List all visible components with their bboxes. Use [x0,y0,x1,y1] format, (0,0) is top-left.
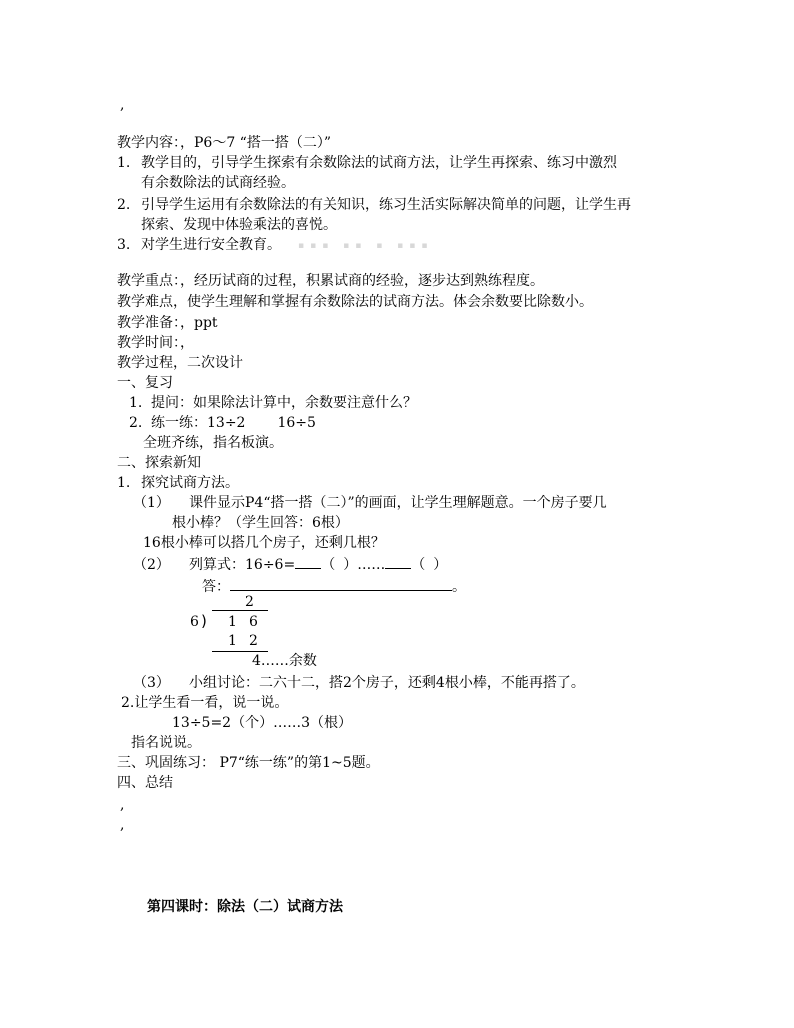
explore-heading: 二、探索新知 [117,455,201,471]
summary-heading: 四、总结 [117,775,173,791]
answer-line: 答： 。 [202,576,466,596]
explore-point-2-note: 指名说说。 [131,735,201,751]
long-division-product-1: 1 [228,633,237,649]
stray-comma: , [120,797,125,813]
long-division-bar [212,610,268,611]
long-division-bracket-icon: ) [201,612,207,630]
explore-step-1-line1: （1） 课件显示P4“搭一搭（二）”的画面，让学生理解题意。一个房子要几 [133,495,607,511]
stray-comma: , [120,97,125,113]
quotient-blank[interactable] [295,554,321,569]
review-q1: 1. 提问：如果除法计算中，余数要注意什么？ [129,395,417,411]
content-value: ，P6～7 “搭一搭（二）” [180,135,331,151]
preparation: 教学准备：，ppt [117,315,218,331]
stray-comma: , [120,817,125,833]
review-heading: 一、复习 [117,375,173,391]
goal-1-line2: 有余数除法的试商经验。 [141,175,295,191]
explore-step-1-line3: 16根小棒可以搭几个房子，还剩几根？ [143,535,385,551]
goal-2-line2: 探索、发现中体验乘法的喜悦。 [141,217,337,233]
goal-3-line: 3. 对学生进行安全教育。 [117,237,281,253]
explore-point-2: 2.让学生看一看，说一说。 [121,695,289,711]
content-label: 教学内容： [117,135,180,151]
long-division-quotient: 2 [245,594,254,610]
explore-point-2-equation: 13÷5=2（个）……3（根） [172,715,352,731]
teaching-process: 教学过程，二次设计 [117,355,243,371]
explore-step-2: （2） 列算式：16÷6= （ ）…… （ ） [133,554,447,574]
goal-1-number: 1. [117,155,131,171]
goal-2-number: 2. [117,197,131,213]
goal-2-line1: 2. 引导学生运用有余数除法的有关知识，练习生活实际解决简单的问题，让学生再 [117,197,631,213]
key-point: 教学重点：，经历试商的过程，积累试商的经验，逐步达到熟练程度。 [117,273,544,289]
practice-section: 三、巩固练习： P7“练一练”的第1~5题。 [117,755,380,771]
long-division-product-2: 2 [249,633,258,649]
explore-step-1-line2: 根小棒？（学生回答：6根） [172,515,349,531]
goal-1-line1: 1. 教学目的，引导学生探索有余数除法的试商方法，让学生再探索、练习中激烈 [117,155,617,171]
review-q2: 2. 练一练：13÷2 16÷5 [129,415,316,431]
goal-3-number: 3. [117,237,131,253]
teaching-time: 教学时间：， [117,335,194,351]
remainder-blank[interactable] [385,554,411,569]
difficult-point: 教学难点，使学生理解和掌握有余数除法的试商方法。体会余数要比除数小。 [117,294,593,310]
explore-step-3: （3） 小组讨论：二六十二，搭2个房子，还剩4根小棒，不能再搭了。 [133,675,585,691]
long-division-divisor: 6 [190,614,199,630]
content-line [117,134,331,152]
long-division-dividend-1: 1 [228,614,237,630]
next-lesson-title: 第四课时：除法（二）试商方法 [147,899,343,915]
review-note: 全班齐练，指名板演。 [143,435,283,451]
faint-watermark-text: ▪▪▪ ▪▪ ▪ ▪▪▪ [298,241,434,251]
answer-blank[interactable] [230,576,452,591]
long-division-remainder: 4……余数 [252,653,317,669]
long-division-dividend-2: 6 [249,614,258,630]
explore-point-1: 1. 探究试商方法。 [117,475,239,491]
